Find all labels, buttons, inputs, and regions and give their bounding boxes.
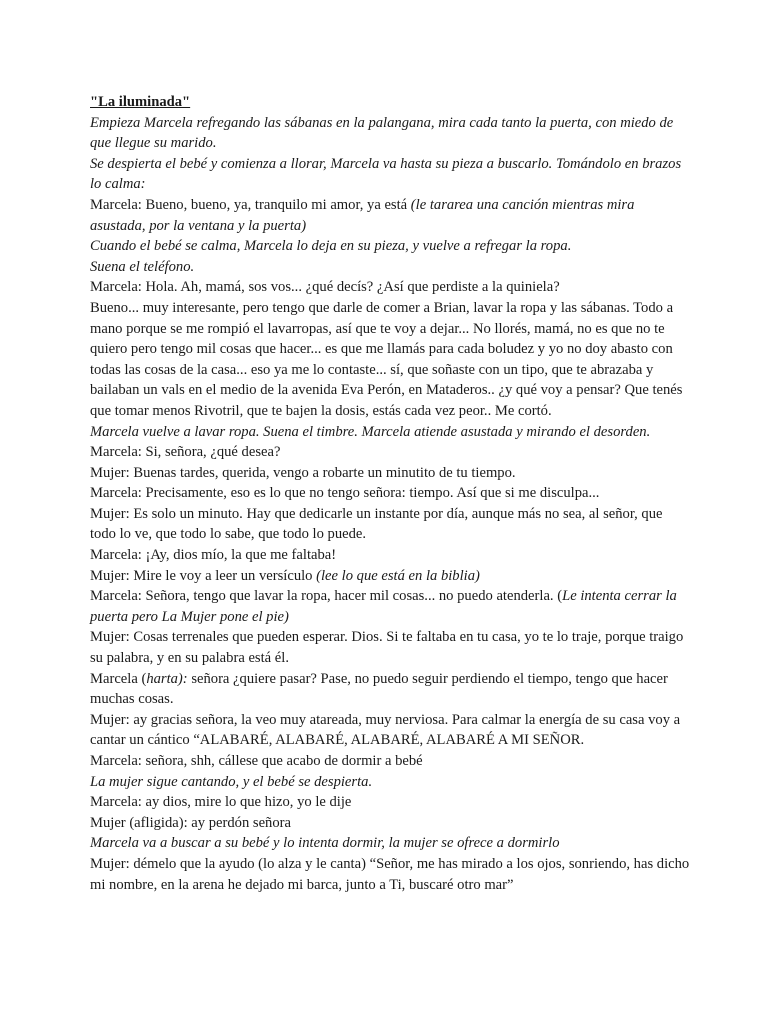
dialogue-line: Mujer: démelo que la ayudo (lo alza y le canta) “Señor, me has mirado a los ojos, sonriendo, has dicho mi nombre, en la arena he dejado mi barca, junto a Ti, buscaré otro mar” [90, 855, 690, 893]
dialogue-line: Marcela: ay dios, mire lo que hizo, yo le dije [90, 794, 352, 811]
dialogue-line: Mujer: Buenas tardes, querida, vengo a robarte un minutito de tu tiempo. [90, 464, 516, 481]
dialogue-text: Marcela: Bueno, bueno, ya, tranquilo mi amor, ya está [90, 196, 411, 213]
inline-stage-direction: (le tararea una canción mientras mira asustada, por la ventana y la puerta) [90, 196, 635, 234]
inline-stage-direction: harta): [146, 670, 188, 687]
dialogue-line: Mujer: Es solo un minuto. Hay que dedicarle un instante por día, aunque más no sea, al señor, que todo lo ve, que todo lo sabe, que todo lo puede. [90, 505, 663, 543]
stage-direction: La mujer sigue cantando, y el bebé se despierta. [90, 773, 373, 790]
dialogue-text: Mujer: Mire le voy a leer un versículo [90, 567, 317, 584]
dialogue-line: Mujer (afligida): ay perdón señora [90, 814, 291, 831]
inline-stage-direction: (lee lo que está en la biblia) [316, 567, 480, 584]
dialogue-line [90, 195, 690, 236]
inline-stage-direction: Le intenta cerrar la puerta pero La Mujer pone el pie) [90, 588, 677, 625]
stage-direction: Marcela vuelve a lavar ropa. Suena el timbre. Marcela atiende asustada y mirando el desorden. [90, 423, 651, 440]
dialogue-text: Marcela: Señora, tengo que lavar la ropa, hacer mil cosas... no puedo atenderla. ( [90, 588, 563, 605]
dialogue-line [90, 566, 690, 587]
dialogue-text: Marcela ( [90, 670, 147, 687]
dialogue-line: Marcela: Precisamente, eso es lo que no tengo señora: tiempo. Así que si me disculpa... [90, 485, 600, 502]
dialogue-text: señora ¿quiere pasar? Pase, no puedo seguir perdiendo el tiempo, tengo que hacer muchas cosas. [90, 670, 668, 708]
dialogue-line: Mujer: Cosas terrenales que pueden esperar. Dios. Si te faltaba en tu casa, yo te lo traje, porque traigo su palabra, y en su palabra está él. [90, 629, 684, 667]
stage-direction: Se despierta el bebé y comienza a llorar, Marcela va hasta su pieza a buscarlo. Tomándolo en brazos lo calma: [90, 155, 682, 193]
stage-direction: Suena el teléfono. [90, 258, 195, 275]
dialogue-line: Marcela: ¡Ay, dios mío, la que me faltaba! [90, 547, 337, 564]
dialogue-line: Marcela: señora, shh, cállese que acabo de dormir a bebé [90, 753, 423, 769]
dialogue-line [90, 586, 690, 627]
dialogue-line: Marcela: Hola. Ah, mamá, sos vos... ¿qué decís? ¿Así que perdiste a la quiniela? [90, 279, 560, 296]
dialogue-line: Mujer: ay gracias señora, la veo muy atareada, muy nerviosa. Para calmar la energía de su casa voy a cantar un cántico “ALABARÉ, ALABARÉ, ALABARÉ, ALABARÉ A MI SEÑOR. [90, 711, 681, 749]
stage-direction: Marcela va a buscar a su bebé y lo intenta dormir, la mujer se ofrece a dormirlo [90, 835, 560, 852]
script-body [90, 92, 690, 895]
document-title: "La iluminada" [90, 94, 191, 110]
stage-direction: Cuando el bebé se calma, Marcela lo deja en su pieza, y vuelve a refregar la ropa. [90, 238, 572, 255]
stage-direction: Empieza Marcela refregando las sábanas en la palangana, mira cada tanto la puerta, con miedo de que llegue su marido. [90, 114, 674, 152]
dialogue-line: Bueno... muy interesante, pero tengo que darle de comer a Brian, lavar la ropa y las sábanas. Todo a mano porque se me rompió el lavarropas, así que te voy a dejar... No llorés, mamá, no es que no te quiero pero tengo mil cosas que hacer... es que me llamás para cada boludez y yo no doy abasto con todas las cosas de la casa... eso ya me lo contaste... sí, que soñaste con un tipo, que te abrazaba y bailaban un vals en el medio de la avenida Eva Perón, en Mataderos.. ¿y qué voy a pensar? Que tenés que tomar menos Rivotril, que te bajen la dosis, estás cada vez peor.. Me cortó. [90, 299, 683, 419]
dialogue-line [90, 669, 690, 710]
dialogue-line: Marcela: Si, señora, ¿qué desea? [90, 444, 281, 461]
